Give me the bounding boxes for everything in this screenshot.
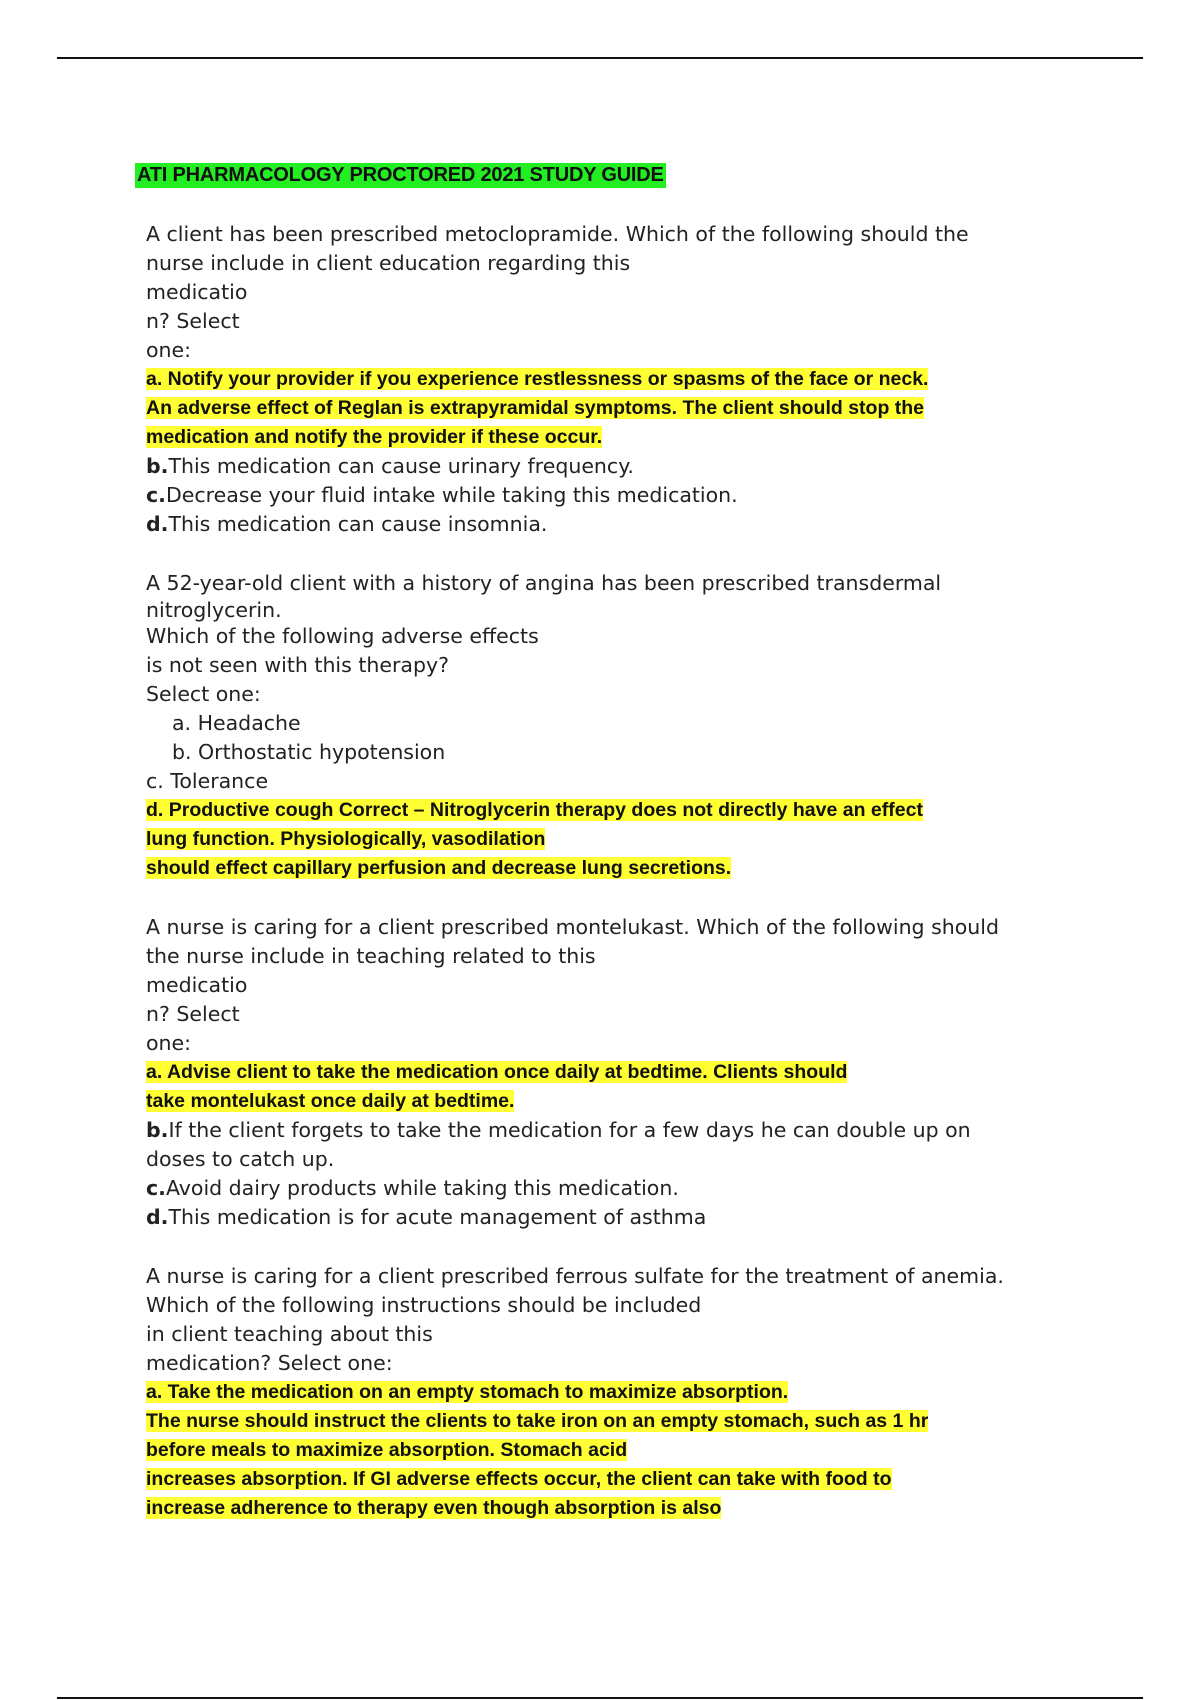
answer-option: b.If the client forgets to take the medication for a few days he can double up on [146,1118,971,1142]
question-stem-line: nitroglycerin. [146,598,282,622]
question-stem-line: A nurse is caring for a client prescribed ferrous sulfate for the treatment of anemia. [146,1264,1004,1288]
correct-answer-line: a. Notify your provider if you experience restlessness or spasms of the face or neck. [146,368,929,390]
document-body [146,220,1096,1523]
question-stem-line: Select one: [146,682,261,706]
question-stem-line: Which of the following adverse effects [146,624,539,648]
question-stem-line: A 52-year-old client with a history of angina has been prescribed transdermal [146,571,942,595]
answer-option: c.Avoid dairy products while taking this medication. [146,1176,679,1200]
question-stem-line: nurse include in client education regarding this [146,251,631,275]
question-stem-line: A nurse is caring for a client prescribed montelukast. Which of the following should [146,915,1000,939]
correct-answer-line: increases absorption. If GI adverse effects occur, the client can take with food to [146,1468,892,1490]
correct-answer-line: take montelukast once daily at bedtime. [146,1090,515,1112]
question-stem-line: one: [146,338,192,362]
correct-answer-line: lung function. Physiologically, vasodilation [146,828,546,850]
answer-option: a. Headache [172,711,301,735]
top-rule [57,57,1143,59]
question-stem-line: n? Select [146,1002,240,1026]
correct-answer-line: increase adherence to therapy even though absorption is also [146,1497,722,1519]
answer-option: b. Orthostatic hypotension [172,740,446,764]
correct-answer-line: before meals to maximize absorption. Stomach acid [146,1439,628,1461]
question-stem-line: medicatio [146,973,248,997]
correct-answer-line: a. Take the medication on an empty stomach to maximize absorption. [146,1381,789,1403]
question-stem-line: the nurse include in teaching related to this [146,944,596,968]
answer-option: c. Tolerance [146,769,269,793]
question-1 [146,220,1096,539]
correct-answer-line: The nurse should instruct the clients to take iron on an empty stomach, such as 1 hr [146,1410,929,1432]
answer-option: doses to catch up. [146,1147,335,1171]
question-stem-line: A client has been prescribed metoclopramide. Which of the following should the [146,222,969,246]
correct-answer-line: An adverse effect of Reglan is extrapyramidal symptoms. The client should stop the [146,397,925,419]
question-2 [146,569,1096,883]
answer-option: d.This medication can cause insomnia. [146,512,548,536]
document-title: ATI PHARMACOLOGY PROCTORED 2021 STUDY GUIDE [137,164,664,186]
answer-option: b.This medication can cause urinary frequency. [146,454,634,478]
bottom-rule [57,1697,1143,1699]
question-4 [146,1262,1096,1523]
question-stem-line: Which of the following instructions should be included [146,1293,702,1317]
correct-answer-line: d. Productive cough Correct – Nitroglycerin therapy does not directly have an effect [146,799,923,821]
question-stem-line: medication? Select one: [146,1351,393,1375]
correct-answer-line: medication and notify the provider if these occur. [146,426,603,448]
answer-option: c.Decrease your fluid intake while taking this medication. [146,483,738,507]
question-stem-line: in client teaching about this [146,1322,433,1346]
question-stem-line: medicatio [146,280,248,304]
question-stem-line: n? Select [146,309,240,333]
question-3 [146,913,1096,1232]
question-stem-line: is not seen with this therapy? [146,653,449,677]
question-stem-line: one: [146,1031,192,1055]
correct-answer-line: a. Advise client to take the medication once daily at bedtime. Clients should [146,1061,848,1083]
correct-answer-line: should effect capillary perfusion and decrease lung secretions. [146,857,732,879]
answer-option: d.This medication is for acute management of asthma [146,1205,707,1229]
